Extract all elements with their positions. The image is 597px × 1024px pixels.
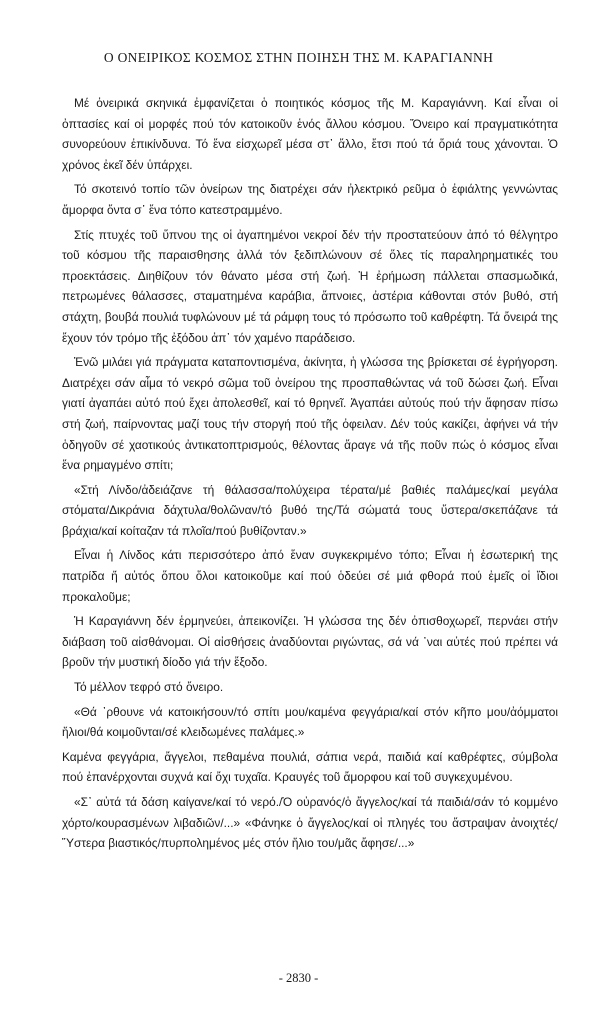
page-number: - 2830 -	[278, 971, 319, 985]
page-title: Ο ΟΝΕΙΡΙΚΟΣ ΚΟΣΜΟΣ ΣΤΗΝ ΠΟΙΗΣΗ ΤΗΣ Μ. ΚΑΡΑΓΙΑΝΝΗ	[103, 50, 494, 65]
paragraph: Στίς πτυχές τοῦ ὕπνου της οἱ ἀγαπημένοι νεκροί δέν τήν προστατεύουν ἀπό τό θέλγητρο τοῦ κόσμου τῆς παραισθησης ἀλλά τόν ξεδιπλώνουν σέ ὅλες τίς παραληρηματικές του προεκτάσεις. Διηθίζουν τόν θάνατο μέσα στή ζωή. Ἡ ἐρήμωση πάλλεται σπασμωδικά, πετρωμένες θάλασσες, σταματημένα καράβια, ἄπνοιες, ἀστέρια κάθονται στόν βυθό, στή στάχτη, βουβά πουλιά τυφλώνουν μέ τά ράμφη τους τό πρόσωπο τοῦ καθρέφτη. Τά ὄνειρά της ἔχουν τόν τρόμο τῆς ἐξόδου ἀπ᾿ τόν χαμένο παράδεισο.	[62, 227, 558, 345]
paragraph: Τό μέλλον τεφρό στό ὄνειρο.	[74, 680, 224, 695]
quote-paragraph: «Στή Λίνδο/ἀδειάζανε τή θάλασσα/πολύχειρα τέρατα/μέ βαθιές παλάμες/καί μεγάλα στόματα/Δικράνια δάχτυλα/θολῶναν/τό βυθό της/Τά σώματά τους ὕστερα/σκεπάζανε τά βράχια/καί κοίταζαν τά πλοῖα/πού βυθίζονταν.»	[62, 482, 558, 538]
paragraph: Καμένα φεγγάρια, ἄγγελοι, πεθαμένα πουλιά, σάπια νερά, παιδιά καί καθρέφτες, σύμβολα πού ἐπανέρχονται συχνά καί ὄχι τυχαῖα. Κραυγές τοῦ ἄμορφου καί τοῦ συγκεχυμένου.	[62, 749, 558, 785]
paragraph: Μέ ὀνειρικά σκηνικά ἐμφανίζεται ὁ ποιητικός κόσμος τῆς Μ. Καραγιάννη. Καί εἶναι οἱ ὀπτασίες καί οἱ μορφές πού τόν κατοικοῦν ἑνός ἄλλου κόσμου. Ὄνειρο καί πραγματικότητα συνορεύουν ἐπικίνδυνα. Τό ἕνα εἰσχωρεῖ μέσα στ᾿ ἄλλο, ἔτσι πού τά ὅριά τους χάνονται. Ὁ χρόνος ἐκεῖ δέν ὑπάρχει.	[62, 96, 558, 172]
paragraph: Ἡ Καραγιάννη δέν ἑρμηνεύει, ἀπεικονίζει. Ἡ γλώσσα της δέν ὀπισθοχωρεῖ, περνάει στήν διάβαση τοῦ αἰσθάνομαι. Οἱ αἰσθήσεις ἀναδύονται ριγώντας, σά νά ᾿ναι αὐτές πού πρέπει νά βροῦν τήν μυστική δίοδο γιά τήν ἔξοδο.	[62, 614, 558, 670]
paragraph: Εἶναι ἡ Λίνδος κάτι περισσότερο ἀπό ἕναν συγκεκριμένο τόπο; Εἶναι ἡ ἐσωτερική της πατρίδα ἤ αὐτός ὅπου ὅλοι κατοικοῦμε καί πού ὁδεύει σέ μιά φθορά πού ἐμεῖς οἱ ἴδιοι προκαλοῦμε;	[62, 548, 558, 604]
paragraph: Ἐνῶ μιλάει γιά πράγματα καταποντισμένα, ἀκίνητα, ἡ γλώσσα της βρίσκεται σέ ἐγρήγορση. Διατρέχει σάν αἷμα τό νεκρό σῶμα τοῦ ὀνείρου της προσπαθώντας νά τοῦ δώσει ζωή. Εἶναι γιατί ἀγαπάει αὐτό πού ἔχει ἀπολεσθεῖ, καί τό θρηνεῖ. Ἀγαπάει αὐτούς πού τήν ἄφησαν πίσω στή ζωή, παίρνοντας μαζί τους τήν στοργή πού τῆς ὀφειλαν. Δέν τούς κακίζει, ἀφήνει νά τήν ὁδηγοῦν σέ χαοτικούς ἀντικατοπτρισμούς, θέλοντας ἄραγε νά τῆς ποῦν πώς ὁ κόσμος εἶναι ἕνα ρημαγμένο σπίτι;	[62, 355, 558, 473]
body-text	[62, 93, 558, 858]
paragraph: Τό σκοτεινό τοπίο τῶν ὀνείρων της διατρέχει σάν ἠλεκτρικό ρεῦμα ὁ ἐφιάλτης γεννώντας ἄμορφα ὄντα σ᾿ ἕνα τόπο κατεστραμμένο.	[62, 182, 558, 217]
quote-paragraph: «Θά ᾿ρθουνε νά κατοικήσουν/τό σπίτι μου/καμένα φεγγάρια/καί στόν κῆπο μου/ἀόμματοι ἥλιοι/θά κοιμοῦνται/σέ κλειδωμένες παλάμες.»	[62, 704, 558, 740]
quote-paragraph: «Σ᾿ αὐτά τά δάση καίγανε/καί τό νερό./Ὁ οὐρανός/ὁ ἄγγελος/καί τά παιδιά/σάν τό κομμένο χόρτο/κουρασμένων λιβαδιῶν/...» «Φάνηκε ὁ ἄγγελος/καί οἱ πληγές του ἄστραψαν ἀνοιχτές/Ὕστερα βιαστικός/πυρπολημένος μές στόν ἥλιο του/μᾶς ἄφησε/...»	[62, 795, 558, 851]
